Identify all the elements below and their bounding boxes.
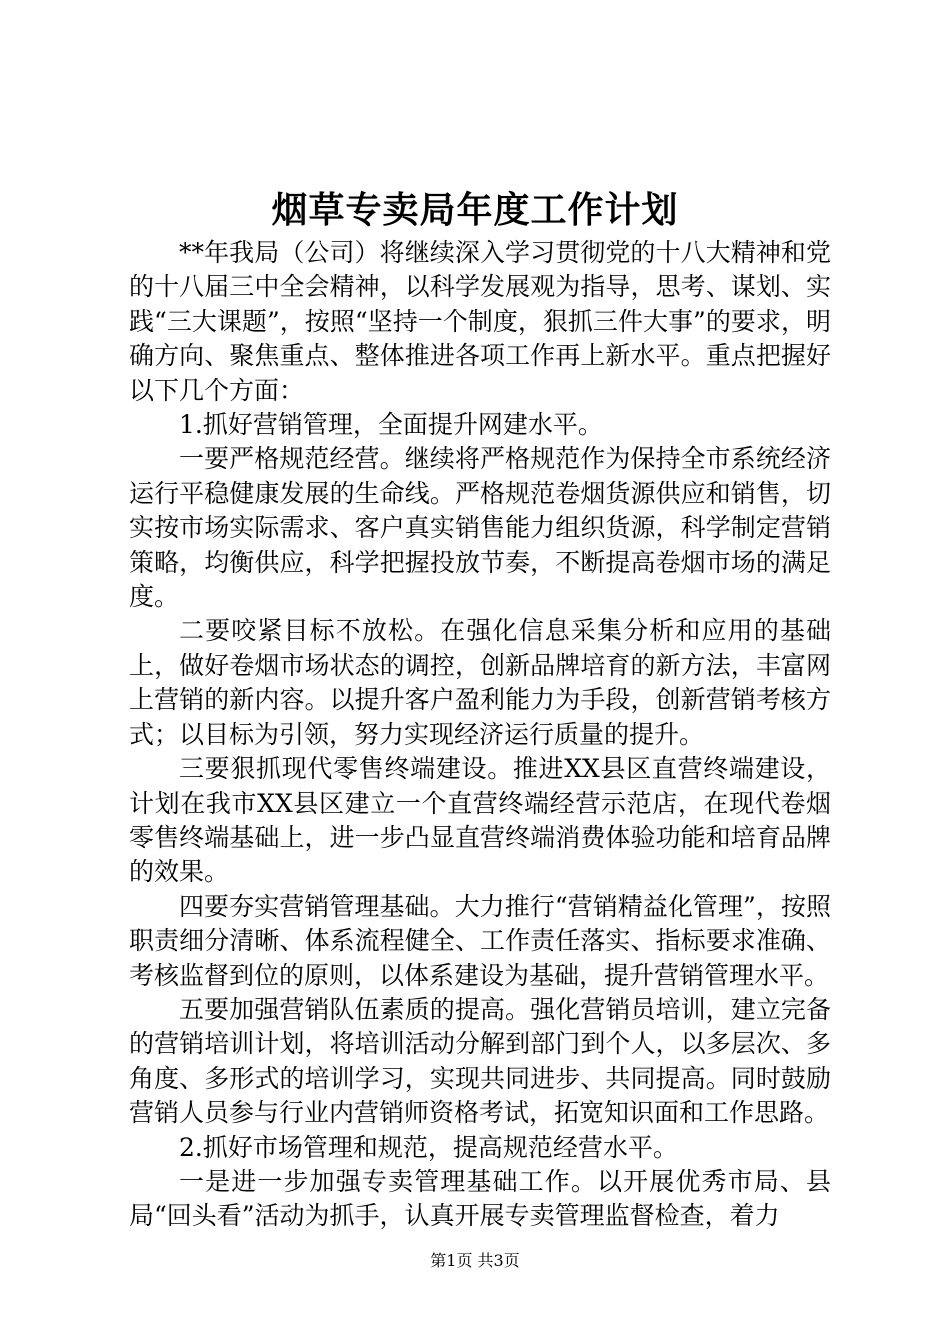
paragraph-intro: **年我局（公司）将继续深入学习贯彻党的十八大精神和党的十八届三中全会精神，以科学发展观为指导，思考、谋划、实践“三大课题”，按照“坚持一个制度，狠抓三件大事”的要求，明确方向、聚焦重点、整体推进各项工作再上新水平。重点把握好以下几个方面： bbox=[129, 238, 831, 405]
section-heading-2: 2.抓好市场管理和规范，提高规范经营水平。 bbox=[179, 1132, 678, 1162]
section-heading-1: 1.抓好营销管理，全面提升网建水平。 bbox=[179, 410, 603, 440]
document-body bbox=[129, 236, 831, 1234]
paragraph: 三要狠抓现代零售终端建设。推进XX县区直营终端建设，计划在我市XX县区建立一个直营终端经营示范店，在现代卷烟零售终端基础上，进一步凸显直营终端消费体验功能和培育品牌的效果。 bbox=[129, 754, 831, 887]
paragraph: 一是进一步加强专卖管理基础工作。以开展优秀市局、县局“回头看”活动为抓手，认真开展专卖管理监督检查，着力 bbox=[129, 1166, 831, 1231]
document-title: 烟草专卖局年度工作计划 bbox=[271, 189, 679, 231]
paragraph: 五要加强营销队伍素质的提高。强化营销员培训，建立完备的营销培训计划，将培训活动分解到部门到个人，以多层次、多角度、多形式的培训学习，实现共同进步、共同提高。同时鼓励营销人员参与行业内营销师资格考试，拓宽知识面和工作思路。 bbox=[129, 994, 831, 1128]
paragraph: 一要严格规范经营。继续将严格规范作为保持全市系统经济运行平稳健康发展的生命线。严格规范卷烟货源供应和销售，切实按市场实际需求、客户真实销售能力组织货源，科学制定营销策略，均衡供应，科学把握投放节奏，不断提高卷烟市场的满足度。 bbox=[129, 444, 831, 612]
paragraph: 二要咬紧目标不放松。在强化信息采集分析和应用的基础上，做好卷烟市场状态的调控，创新品牌培育的新方法，丰富网上营销的新内容。以提升客户盈利能力为手段，创新营销考核方式；以目标为引领，努力实现经济运行质量的提升。 bbox=[129, 616, 831, 749]
paragraph: 四要夯实营销管理基础。大力推行“营销精益化管理”，按照职责细分清晰、体系流程健全、工作责任落实、指标要求准确、考核监督到位的原则，以体系建设为基础，提升营销管理水平。 bbox=[129, 891, 831, 990]
page-number-footer: 第1页 共3页 bbox=[430, 1251, 520, 1270]
